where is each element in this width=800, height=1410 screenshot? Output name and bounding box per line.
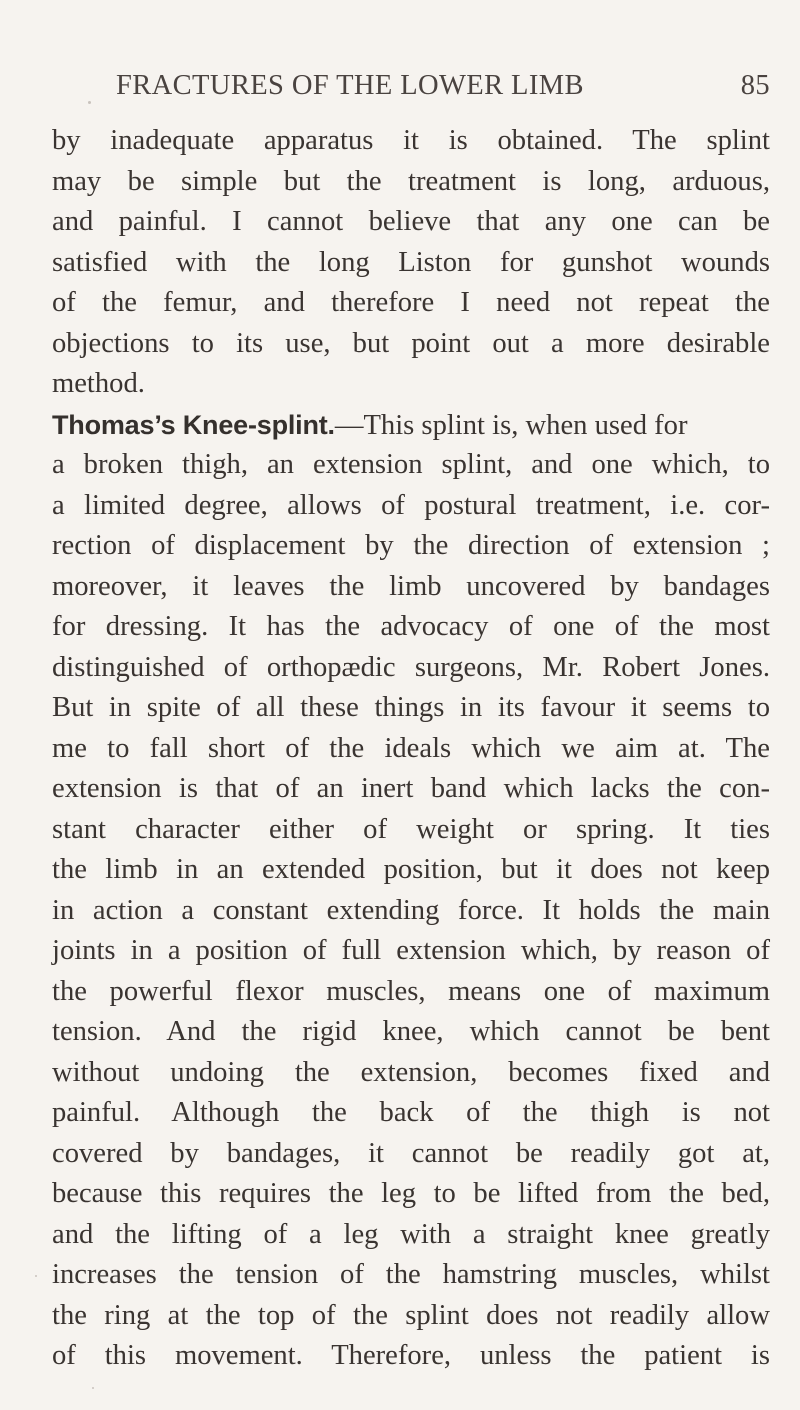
running-head [116,66,770,106]
text-line: joints in a position of full extension which, by reason of [52,935,770,966]
text-line: But in spite of all these things in its favour it seems to [52,692,770,723]
paper-speck [35,1275,37,1277]
text-line [52,405,770,446]
page-number: 85 [740,70,770,101]
text-line: method. [52,368,145,399]
text-line: a limited degree, allows of postural treatment, i.e. cor- [52,489,770,521]
section-heading: Thomas’s Knee-splint. [52,409,335,440]
heading-line-rest: —This splint is, when used for [334,409,688,441]
text-line: of this movement. Therefore, unless the patient is [52,1340,770,1371]
text-line: without undoing the extension, becomes fixed and [52,1056,770,1088]
text-line: satisfied with the long Liston for gunshot wounds [52,246,770,278]
text-line: because this requires the leg to be lifted from the bed, [52,1178,770,1209]
paper-speck [88,101,91,104]
text-line: the powerful flexor muscles, means one of maximum [52,975,770,1007]
text-line: the ring at the top of the splint does not readily allow [52,1299,770,1331]
text-line: may be simple but the treatment is long, arduous, [52,165,770,197]
text-line: me to fall short of the ideals which we aim at. The [52,732,770,764]
text-line: increases the tension of the hamstring muscles, whilst [52,1259,770,1290]
body-text [52,121,770,1377]
text-line: rection of displacement by the direction of extension ; [52,530,770,561]
text-line: objections to its use, but point out a more desirable [52,327,770,359]
text-line: covered by bandages, it cannot be readily got at, [52,1137,770,1169]
paper-speck [92,1387,94,1389]
text-line: tension. And the rigid knee, which cannot be bent [52,1016,770,1047]
running-title: FRACTURES OF THE LOWER LIMB [116,70,584,101]
text-line: stant character either of weight or spring. It ties [52,813,770,845]
text-line: and the lifting of a leg with a straight knee greatly [52,1218,770,1250]
text-line: moreover, it leaves the limb uncovered by bandages [52,570,770,602]
text-line: and painful. I cannot believe that any one can be [52,206,770,237]
text-line: in action a constant extending force. It holds the main [52,894,770,926]
text-line: for dressing. It has the advocacy of one of the most [52,611,770,642]
paragraph-1 [52,121,770,405]
text-line: the limb in an extended position, but it does not keep [52,854,770,885]
text-line: extension is that of an inert band which lacks the con- [52,773,770,804]
text-line: painful. Although the back of the thigh is not [52,1097,770,1128]
paragraph-2 [52,405,770,1377]
text-line: by inadequate apparatus it is obtained. The splint [52,125,770,156]
text-line: distinguished of orthopædic surgeons, Mr. Robert Jones. [52,651,770,683]
text-line: a broken thigh, an extension splint, and one which, to [52,449,770,480]
text-line: of the femur, and therefore I need not repeat the [52,287,770,318]
